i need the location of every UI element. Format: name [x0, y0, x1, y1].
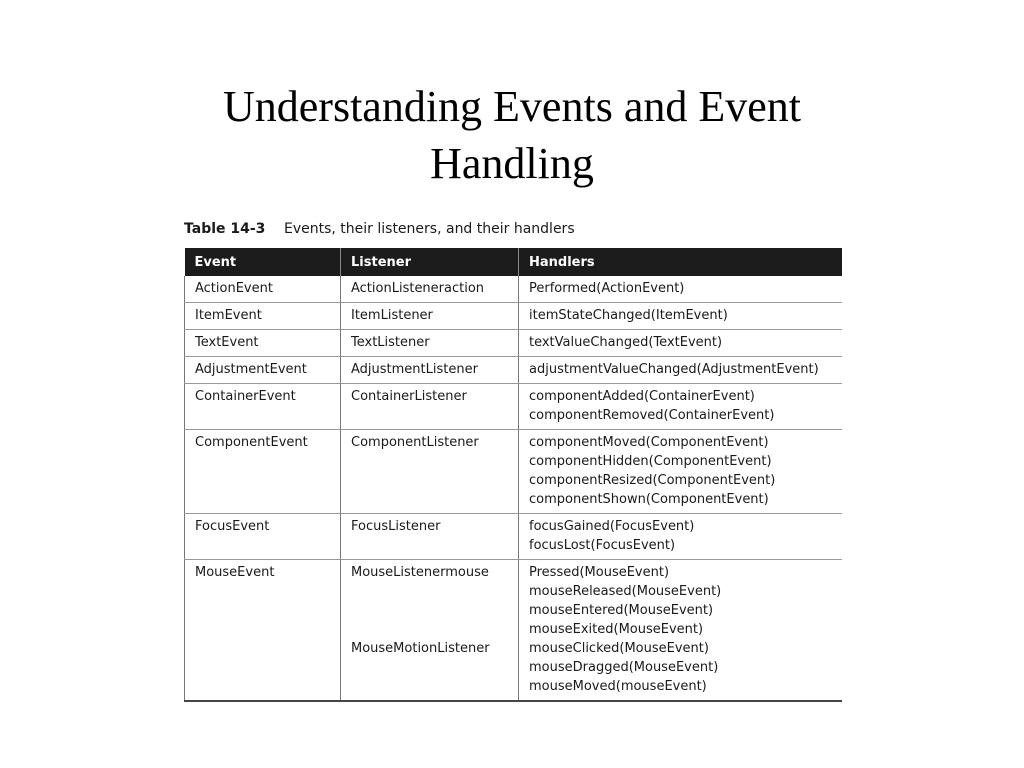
table-header — [185, 248, 842, 276]
handler-line: componentRemoved(ContainerEvent) — [529, 408, 775, 423]
table-row — [185, 514, 842, 560]
table-row — [185, 330, 842, 357]
event-cell: ActionEvent — [185, 276, 341, 303]
handler-line: mouseEntered(MouseEvent) — [529, 603, 714, 618]
listener-cell: ComponentListener — [341, 430, 519, 514]
slide-title-line-2: Handling — [430, 139, 594, 188]
event-cell: TextEvent — [185, 330, 341, 357]
table-row — [185, 276, 842, 303]
table-row — [185, 303, 842, 330]
handler-line: mouseReleased(MouseEvent) — [529, 584, 722, 599]
handler-line: componentHidden(ComponentEvent) — [529, 454, 772, 469]
table-body — [185, 276, 842, 701]
handler-line: componentMoved(ComponentEvent) — [529, 435, 769, 450]
event-cell: MouseEvent — [185, 560, 341, 702]
table-row — [185, 384, 842, 430]
handler-line: componentAdded(ContainerEvent) — [529, 389, 755, 404]
slide-title-line-1: Understanding Events and Event — [223, 82, 801, 131]
handlers-cell — [519, 303, 842, 330]
handler-line: focusGained(FocusEvent) — [529, 519, 695, 534]
handler-line: adjustmentValueChanged(AdjustmentEvent) — [529, 362, 819, 377]
event-cell: ItemEvent — [185, 303, 341, 330]
handler-line: componentShown(ComponentEvent) — [529, 492, 769, 507]
handlers-cell — [519, 384, 842, 430]
header-event: Event — [185, 248, 341, 276]
table-caption-number: Table 14-3 — [184, 221, 266, 237]
table-caption-text: Events, their listeners, and their handlers — [284, 221, 575, 237]
event-cell: FocusEvent — [185, 514, 341, 560]
header-handlers: Handlers — [519, 248, 842, 276]
listener-cell: ActionListeneraction — [341, 276, 519, 303]
handler-line: componentResized(ComponentEvent) — [529, 473, 776, 488]
listener-spacer — [351, 582, 508, 639]
handler-line: textValueChanged(TextEvent) — [529, 335, 723, 350]
listener-cell: ItemListener — [341, 303, 519, 330]
listener-line: MouseListenermouse — [351, 565, 489, 580]
slide-title — [0, 78, 1024, 192]
table-caption — [184, 221, 575, 237]
listener-cell: ContainerListener — [341, 384, 519, 430]
handler-line: focusLost(FocusEvent) — [529, 538, 676, 553]
handler-line: itemStateChanged(ItemEvent) — [529, 308, 728, 323]
table-row — [185, 430, 842, 514]
header-listener: Listener — [341, 248, 519, 276]
handler-line: mouseDragged(MouseEvent) — [529, 660, 719, 675]
handler-line: mouseMoved(mouseEvent) — [529, 679, 707, 694]
handlers-cell — [519, 560, 842, 702]
handler-line: mouseClicked(MouseEvent) — [529, 641, 709, 656]
listener-cell: AdjustmentListener — [341, 357, 519, 384]
handler-line: Performed(ActionEvent) — [529, 281, 685, 296]
listener-cell — [341, 560, 519, 702]
table-row — [185, 560, 842, 702]
handlers-cell — [519, 430, 842, 514]
listener-line: MouseMotionListener — [351, 641, 490, 656]
handlers-cell — [519, 514, 842, 560]
handlers-cell — [519, 330, 842, 357]
table-row — [185, 357, 842, 384]
handlers-cell — [519, 276, 842, 303]
events-table — [184, 248, 842, 702]
handler-line: Pressed(MouseEvent) — [529, 565, 670, 580]
handlers-cell — [519, 357, 842, 384]
listener-cell: FocusListener — [341, 514, 519, 560]
event-cell: AdjustmentEvent — [185, 357, 341, 384]
table-header-row — [185, 248, 842, 276]
event-cell: ComponentEvent — [185, 430, 341, 514]
event-cell: ContainerEvent — [185, 384, 341, 430]
handler-line: mouseExited(MouseEvent) — [529, 622, 704, 637]
listener-cell: TextListener — [341, 330, 519, 357]
